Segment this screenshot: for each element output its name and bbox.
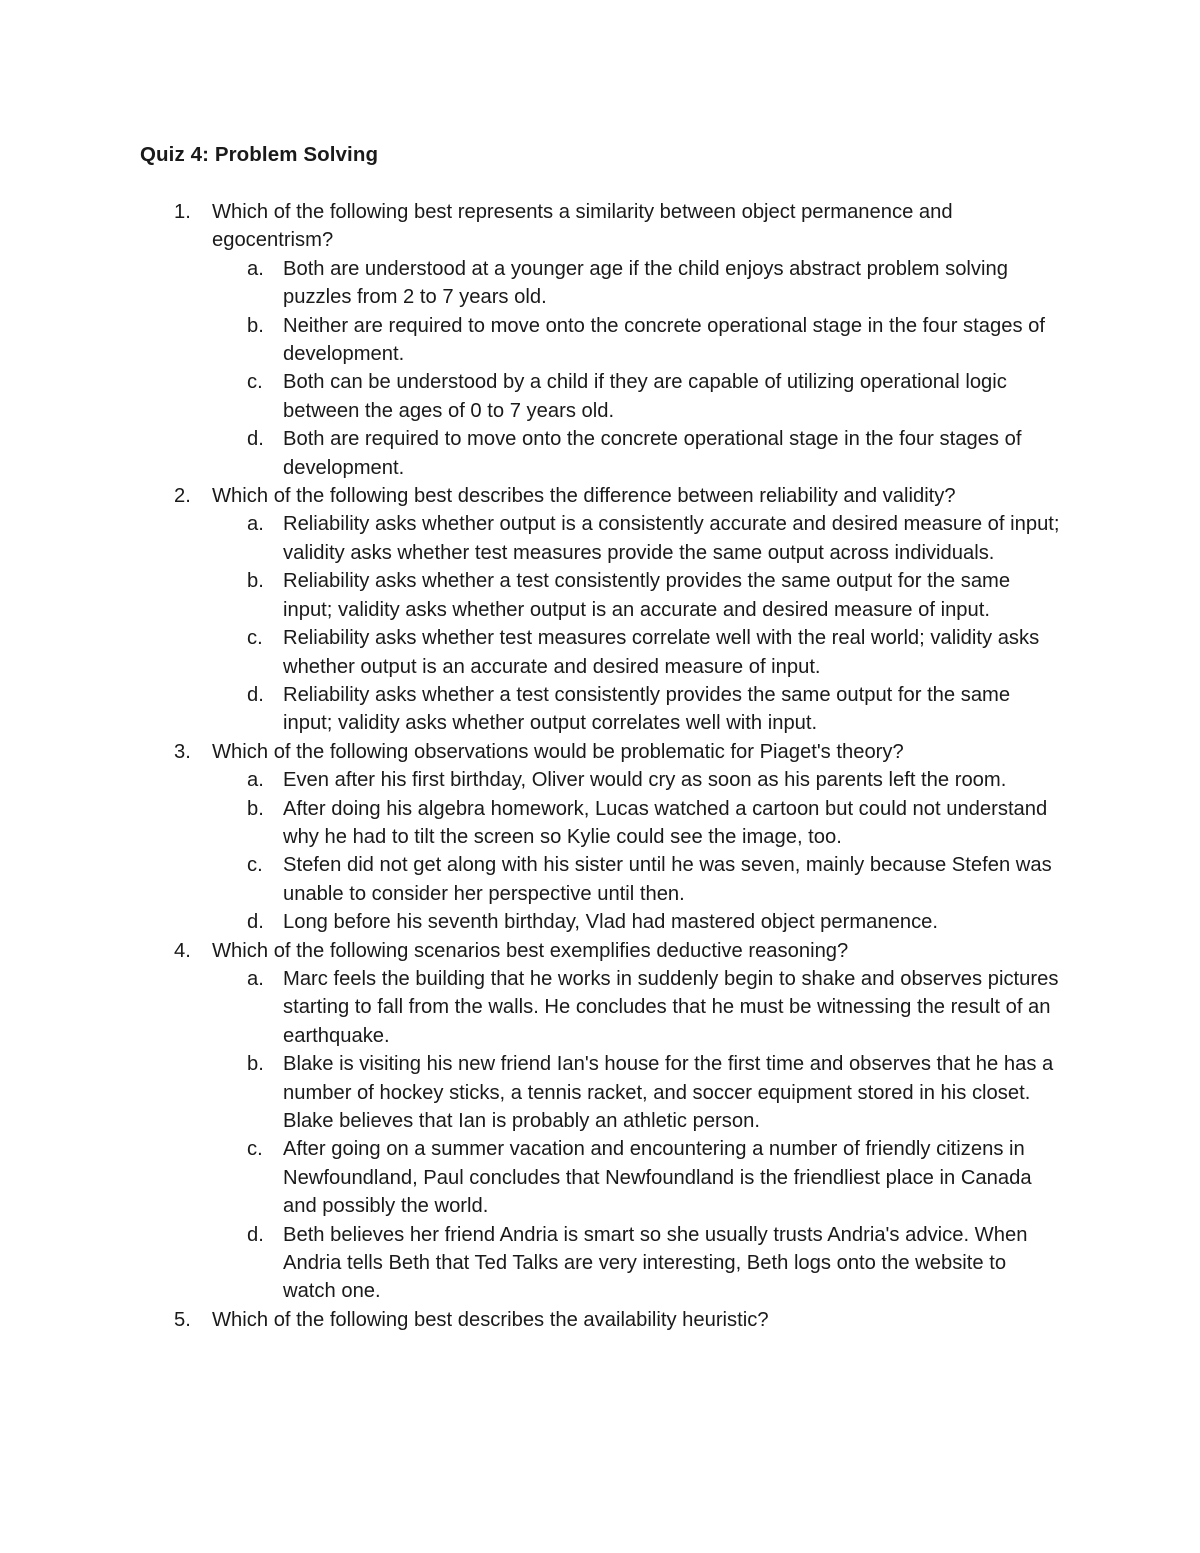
question-list <box>0 198 1200 1334</box>
question-number: 4. <box>174 939 191 962</box>
question-text: Which of the following scenarios best exemplifies deductive reasoning? <box>212 939 849 962</box>
option-letter: a. <box>247 967 264 990</box>
option-text: Both are required to move onto the concrete operational stage in the four stages of development. <box>283 428 1022 479</box>
option-letter: c. <box>247 371 263 394</box>
option-text: After going on a summer vacation and encountering a number of friendly citizens in Newfoundland, Paul concludes that Newfoundland is the friendliest place in Canada and possibly the world. <box>283 1138 1032 1218</box>
option-a <box>212 255 1063 312</box>
option-c <box>212 368 1063 425</box>
option-text: Stefen did not get along with his sister until he was seven, mainly because Stefen was unable to consider her perspective until then. <box>283 854 1052 905</box>
question-text: Which of the following observations would be problematic for Piaget's theory? <box>212 740 904 763</box>
question-number: 3. <box>174 740 191 763</box>
option-text: Both can be understood by a child if they are capable of utilizing operational logic between the ages of 0 to 7 years old. <box>283 371 1007 422</box>
question-2 <box>0 482 1060 738</box>
option-text: After doing his algebra homework, Lucas watched a cartoon but could not understand why he had to tilt the screen so Kylie could see the image, too. <box>283 797 1048 848</box>
option-letter: b. <box>247 797 264 820</box>
option-letter: a. <box>247 257 264 280</box>
option-letter: d. <box>247 911 264 934</box>
option-a <box>212 766 1063 794</box>
quiz-title: Quiz 4: Problem Solving <box>140 143 379 166</box>
option-c <box>212 624 1063 681</box>
option-b <box>212 312 1063 369</box>
option-c <box>212 1135 1063 1220</box>
option-b <box>212 795 1063 852</box>
option-text: Reliability asks whether test measures correlate well with the real world; validity asks whether output is an accurate and desired measure of input. <box>283 627 1040 678</box>
option-a <box>212 965 1063 1050</box>
option-c <box>212 851 1063 908</box>
option-letter: c. <box>247 854 263 877</box>
option-d <box>212 908 1063 936</box>
option-letter: c. <box>247 627 263 650</box>
option-text: Blake is visiting his new friend Ian's house for the first time and observes that he has a number of hockey sticks, a tennis racket, and soccer equipment stored in his closet. Blake believes that Ian is probably an athletic person. <box>283 1053 1054 1132</box>
question-1 <box>0 198 1057 482</box>
option-d <box>212 425 1063 482</box>
option-text: Long before his seventh birthday, Vlad had mastered object permanence. <box>283 911 939 934</box>
option-text: Marc feels the building that he works in suddenly begin to shake and observes pictures starting to fall from the walls. He concludes that he must be witnessing the result of an earthquake. <box>283 967 1059 1047</box>
option-letter: b. <box>247 570 264 593</box>
option-letter: c. <box>247 1138 263 1161</box>
question-text: Which of the following best represents a similarity between object permanence and egocentrism? <box>212 201 953 252</box>
question-3 <box>0 738 1057 937</box>
question-5 <box>0 1306 1057 1334</box>
option-letter: d. <box>247 428 264 451</box>
question-number: 1. <box>174 201 191 223</box>
option-list <box>212 965 1057 1306</box>
question-text: Which of the following best describes the availability heuristic? <box>212 1308 769 1331</box>
option-text: Beth believes her friend Andria is smart so she usually trusts Andria's advice. When Andria tells Beth that Ted Talks are very interesting, Beth logs onto the website to watch one. <box>283 1223 1028 1303</box>
question-text: Which of the following best describes the difference between reliability and validity? <box>212 485 956 508</box>
option-a <box>212 510 1063 567</box>
option-letter: d. <box>247 683 264 706</box>
option-text: Reliability asks whether a test consistently provides the same output for the same input; validity asks whether output correlates well with input. <box>283 683 1011 735</box>
option-list <box>212 255 1057 482</box>
option-d <box>212 681 1063 738</box>
question-number: 2. <box>174 485 191 508</box>
option-list <box>212 510 1060 737</box>
option-text: Reliability asks whether a test consistently provides the same output for the same input; validity asks whether output is an accurate and desired measure of input. <box>283 570 1011 621</box>
option-text: Even after his first birthday, Oliver would cry as soon as his parents left the room. <box>283 769 1007 792</box>
option-b <box>212 1050 1063 1135</box>
option-text: Both are understood at a younger age if the child enjoys abstract problem solving puzzles from 2 to 7 years old. <box>283 257 1008 309</box>
option-d <box>212 1221 1063 1306</box>
option-letter: b. <box>247 314 264 337</box>
option-letter: b. <box>247 1053 264 1076</box>
option-letter: a. <box>247 513 264 536</box>
option-text: Reliability asks whether output is a consistently accurate and desired measure of input; validity asks whether test measures provide the same output across individuals. <box>283 513 1060 564</box>
option-letter: a. <box>247 769 264 792</box>
option-text: Neither are required to move onto the concrete operational stage in the four stages of development. <box>283 314 1045 366</box>
question-number: 5. <box>174 1308 191 1331</box>
option-list <box>212 766 1057 936</box>
option-b <box>212 567 1063 624</box>
option-letter: d. <box>247 1223 264 1246</box>
question-4 <box>0 937 1057 1306</box>
